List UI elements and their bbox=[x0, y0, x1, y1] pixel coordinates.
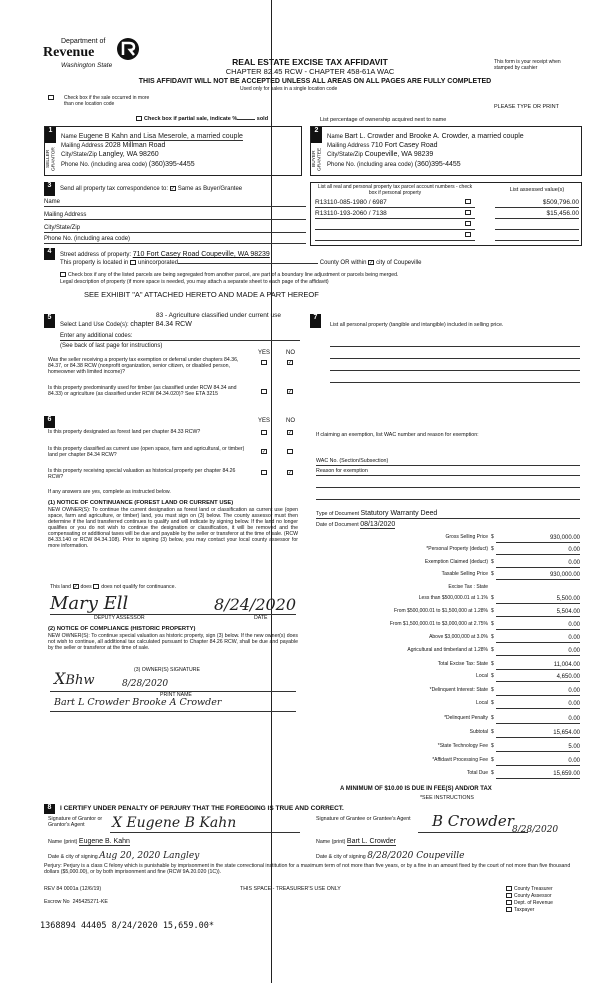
buyer-city-label: City/State/Zip bbox=[327, 152, 364, 158]
multi-location-label: Check box if the sale occurred in more than one location code bbox=[64, 95, 150, 107]
copy-distribution bbox=[506, 886, 553, 914]
historic-question: Is this property receiving special valuation as historical property per chapter 84.26 RCW? bbox=[48, 468, 236, 480]
q2-no-checkbox[interactable]: ✓ bbox=[288, 389, 293, 395]
doc-date-row: Date of Document 08/13/2020 bbox=[316, 521, 396, 528]
tax-row: *Personal Property (deduct) $ 0.00 bbox=[426, 546, 580, 553]
no-header: NO bbox=[286, 350, 295, 356]
seller-phone-label: Phone No. (including area code) bbox=[61, 162, 148, 168]
buyer-side-label: BUYER GRANTEE bbox=[312, 147, 323, 171]
percentage-note: List percentage of ownership acquired next to name bbox=[320, 117, 447, 123]
section-tag-8: 8 bbox=[44, 804, 55, 814]
grantor-signature-line bbox=[110, 832, 300, 833]
tax-value[interactable]: 5,500.00 bbox=[496, 596, 580, 604]
treasurer-note: THIS SPACE - TREASURER'S USE ONLY bbox=[240, 886, 341, 892]
notice1-body: NEW OWNER(S): To continue the current designation as forest land or classification as current use (open space, farm and agriculture, or timber) land, you must sign on (3) below. The county assessor must then determine if the land transferred continues to qualify and will indicate by signing below. If the land no longer qualifies or you do not wish to continue the designation or classification, it will be removed and the compensating or additional taxes will be due and payable by the seller or transferor at the time of sale. (RCW 84.33.140 or RCW 84.34.108). Prior to signing (3) below, you may contact your local county assessor for more information. bbox=[48, 507, 298, 549]
tax-value[interactable]: 0.00 bbox=[496, 547, 580, 555]
property-section bbox=[44, 248, 584, 300]
reason-field[interactable] bbox=[316, 480, 580, 488]
buyer-name[interactable]: Bart L. Crowder and Brooke A. Crowder, a married couple bbox=[344, 133, 524, 140]
tax-value[interactable]: 0.00 bbox=[496, 701, 580, 709]
tax-value[interactable]: 0.00 bbox=[496, 560, 580, 568]
notice1-title: (1) NOTICE OF CONTINUANCE (FOREST LAND OR CURRENT USE) bbox=[48, 500, 234, 506]
section-tag-2: 2 bbox=[311, 127, 322, 143]
notice2-title: (2) NOTICE OF COMPLIANCE (HISTORIC PROPERTY) bbox=[48, 626, 196, 632]
parcel-value-empty[interactable] bbox=[495, 232, 579, 241]
parcel-header: List all real and personal property tax parcel account numbers - check box if personal property bbox=[317, 184, 473, 196]
sold-label: sold bbox=[256, 116, 269, 122]
parcel-row-empty[interactable] bbox=[315, 232, 475, 241]
copy-item: County Treasurer bbox=[506, 886, 553, 893]
legal-label: Legal description of property (if more space is needed, you may attach a separate sheet to each page of the affidavit) bbox=[60, 279, 329, 285]
street-label: Street address of property: bbox=[60, 252, 132, 258]
owner-print-name[interactable]: Bart L Crowder Brooke A Crowder bbox=[54, 697, 222, 708]
tax-row: Agricultural and timberland at 1.28% $ 0.00 bbox=[407, 647, 580, 654]
historic-yes-checkbox[interactable] bbox=[261, 470, 269, 477]
tax-row: Local $ 0.00 bbox=[476, 700, 580, 707]
owner-signature[interactable]: XBhw bbox=[54, 669, 95, 688]
exhibit-text: SEE EXHIBIT "A" ATTACHED HERETO AND MADE A PART HEREOF bbox=[84, 290, 319, 299]
tax-row: From $500,000.01 to $1,500,000 at 1.28% $ 5,504.00 bbox=[394, 608, 580, 615]
multi-location-checkbox[interactable] bbox=[48, 95, 56, 102]
partial-sale-label: Check box if partial sale, indicate % bbox=[144, 116, 238, 122]
grantee-date-row: Date & city of signing 8/28/2020 Coupeville bbox=[316, 851, 465, 861]
yes-header: YES bbox=[258, 350, 271, 356]
seller-name-label: Name bbox=[61, 134, 78, 140]
forest-no-checkbox[interactable]: ✓ bbox=[288, 430, 293, 436]
copy-item: Dept. of Revenue bbox=[506, 900, 553, 907]
assessed-header: List assessed value(s) bbox=[509, 187, 565, 193]
tax-row: *Delinquent Interest: State $ 0.00 bbox=[429, 687, 580, 694]
grantee-date[interactable]: 8/28/2020 Coupeville bbox=[367, 851, 465, 861]
copy-item: County Assessor bbox=[506, 893, 553, 900]
same-as-checkbox[interactable]: ✓ bbox=[170, 186, 175, 192]
seller-side-label: SELLER GRANTOR bbox=[46, 147, 57, 171]
additional-codes[interactable]: Enter any additional codes: bbox=[60, 333, 300, 341]
tax-row: Total Excise Tax: State $ 11,004.00 bbox=[437, 661, 580, 668]
correspondence-section bbox=[44, 182, 306, 246]
print-name-label: PRINT NAME bbox=[160, 692, 192, 698]
buyer-phone-row bbox=[327, 161, 581, 169]
exemption-label: If claiming an exemption, list WAC number and reason for exemption: bbox=[316, 432, 479, 438]
tax-value[interactable]: 0.00 bbox=[496, 635, 580, 643]
grantee-name[interactable]: Bart L. Crowder bbox=[346, 838, 396, 845]
street-row bbox=[60, 251, 270, 259]
wac-field[interactable]: WAC No. (Section/Subsection) bbox=[316, 458, 580, 466]
perjury-note: Perjury: Perjury is a class C felony which is punishable by imprisonment in the state correctional institution for a maximum term of not more than five years, or by a fine in an amount fixed by the court of not more than five thousand dollars ($5,000.00), or by both imprisonment and fine (RCW 9A.20.020 (1C)). bbox=[44, 863, 571, 875]
tax-value[interactable]: 15,659.00 bbox=[496, 771, 580, 779]
dor-logo bbox=[43, 36, 143, 74]
tax-row: From $1,500,000.01 to $3,000,000 at 2.75% $ 0.00 bbox=[389, 621, 580, 628]
buyer-phone-label: Phone No. (including area code) bbox=[327, 162, 414, 168]
tax-value[interactable]: 0.00 bbox=[496, 648, 580, 656]
buyer-phone[interactable]: (360)395-4455 bbox=[414, 161, 461, 168]
section-tag-5: 5 bbox=[44, 314, 55, 328]
owner-print-line bbox=[50, 711, 296, 712]
land-use-code[interactable]: chapter 84.34 RCW bbox=[130, 321, 192, 328]
forest-yes-checkbox[interactable] bbox=[261, 430, 269, 437]
seller-address-row bbox=[61, 142, 299, 150]
current-use-section bbox=[44, 416, 306, 828]
tax-value[interactable]: 5.00 bbox=[496, 744, 580, 752]
send-correspondence-label: Send all property tax correspondence to: ✓ Same as Buyer/Grantee bbox=[60, 186, 243, 193]
see-instructions-note: *SEE INSTRUCTIONS bbox=[420, 795, 474, 801]
doc-type-row: Type of Document Statutory Warranty Deed bbox=[316, 510, 580, 519]
timber-question: Is this property predominantly used for timber (as classified under RCW 84.34 and 84.33) or agriculture (as classified under RCW 84.34.020)? See ETA 3215 bbox=[48, 385, 237, 397]
tax-value[interactable]: 5,504.00 bbox=[496, 609, 580, 617]
grantor-name[interactable]: Eugene B. Kahn bbox=[78, 838, 130, 845]
buyer-address[interactable]: 710 Fort Casey Road bbox=[371, 142, 438, 149]
tax-value[interactable]: 930,000.00 bbox=[496, 535, 580, 543]
receipt-note: This form is your receipt when stamped by cashier bbox=[494, 59, 561, 71]
q1-yes-checkbox[interactable] bbox=[261, 360, 269, 367]
tax-row: Subtotal $ 15,654.00 bbox=[469, 729, 580, 736]
seller-phone[interactable]: (360)395-4455 bbox=[148, 161, 195, 168]
parcel-row-empty[interactable] bbox=[315, 221, 475, 230]
segregated-checkbox[interactable] bbox=[60, 272, 66, 277]
street-address[interactable]: 710 Fort Casey Road Coupeville, WA 98239 bbox=[132, 251, 270, 258]
personal-property-field[interactable] bbox=[330, 339, 580, 347]
see-back-note: (See back of last page for instructions) bbox=[60, 343, 163, 349]
buyer-city[interactable]: Coupeville, WA 98239 bbox=[364, 151, 434, 158]
agency-line3: Washington State bbox=[61, 62, 113, 69]
form-subtitle: CHAPTER 82.45 RCW - CHAPTER 458-61A WAC bbox=[225, 67, 395, 76]
seller-address[interactable]: 2028 Millman Road bbox=[105, 142, 166, 149]
parcel-value[interactable]: $15,456.00 bbox=[495, 210, 579, 219]
personal-property-field[interactable] bbox=[330, 351, 580, 359]
agency-line2: Revenue bbox=[43, 45, 95, 60]
treasurer-stamp: 1368894 44405 8/24/2020 15,659.00* bbox=[40, 921, 214, 931]
land-use-section bbox=[44, 312, 306, 414]
seller-section bbox=[44, 126, 302, 176]
owner-signature-label: (3) OWNER(S) SIGNATURE bbox=[134, 667, 200, 673]
buyer-address-row bbox=[327, 142, 581, 150]
certify-statement: I CERTIFY UNDER PENALTY OF PERJURY THAT THE FOREGOING IS TRUE AND CORRECT. bbox=[60, 805, 344, 812]
section-tag-4: 4 bbox=[44, 248, 55, 260]
grantee-signature-label: Signature of Grantee or Grantee's Agent bbox=[316, 816, 411, 822]
parcel-row[interactable]: R13110-085-1980 / 6987 bbox=[315, 199, 475, 208]
tax-value[interactable]: 0.00 bbox=[496, 758, 580, 766]
grantor-name-row: Name (print) Eugene B. Kahn bbox=[48, 838, 130, 845]
tax-value[interactable]: 930,000.00 bbox=[496, 572, 580, 580]
tax-row: Excise Tax : State bbox=[448, 584, 488, 590]
does-not-checkbox[interactable] bbox=[93, 584, 99, 589]
segregated-row: Check box if any of the listed parcels are being segregated from another parcel, are part of a boundary line adjustment or parcels being merged. bbox=[60, 272, 580, 279]
dor-emblem-icon bbox=[115, 36, 141, 62]
unincorporated-checkbox[interactable] bbox=[130, 260, 136, 265]
escrow-number: 245425271-KE bbox=[72, 899, 108, 905]
single-location-note: Used only for sales in a single location code bbox=[240, 86, 338, 92]
located-row: This property is located in unincorporated County OR within ✓ city of Coupeville bbox=[60, 260, 422, 267]
form-warning: THIS AFFIDAVIT WILL NOT BE ACCEPTED UNLESS ALL AREAS ON ALL PAGES ARE FULLY COMPLETED bbox=[138, 78, 492, 85]
tax-row: *Affidavit Processing Fee $ 0.00 bbox=[432, 757, 580, 764]
current-use-question: Is this property classified as current use (open space, farm and agricultural, or timber) land per chapter 84.34 RCW? bbox=[48, 446, 245, 458]
print-note: PLEASE TYPE OR PRINT bbox=[494, 104, 560, 110]
deputy-label: DEPUTY ASSESSOR bbox=[94, 615, 145, 621]
seller-city-label: City/State/Zip bbox=[61, 152, 98, 158]
tax-value[interactable]: 0.00 bbox=[496, 622, 580, 630]
section-tag-6: 6 bbox=[44, 416, 55, 428]
if-yes-note: If any answers are yes, complete as instructed below. bbox=[48, 489, 171, 495]
current-use-yes-checkbox[interactable]: ✓ bbox=[262, 449, 267, 455]
does-checkbox[interactable]: ✓ bbox=[73, 584, 78, 590]
correspondence-phone-field[interactable]: Phone No. (including area code) bbox=[44, 236, 306, 244]
forest-question: Is this property designated as forest land per chapter 84.33 RCW? bbox=[48, 429, 201, 435]
rev-number: REV 84 0001a (12/6/19) bbox=[44, 886, 102, 892]
reason-field[interactable] bbox=[316, 492, 580, 500]
section-tag-3: 3 bbox=[44, 182, 55, 196]
q1-no-checkbox[interactable]: ✓ bbox=[288, 360, 293, 366]
grantor-date[interactable]: Aug 20, 2020 Langley bbox=[99, 851, 200, 861]
tax-row: *State Technology Fee $ 5.00 bbox=[437, 743, 580, 750]
doc-date[interactable]: 08/13/2020 bbox=[360, 521, 396, 528]
qualify-row: This land ✓ does does not qualify for continuance. bbox=[50, 583, 176, 590]
exemption-question: Was the seller receiving a property tax exemption or deferral under chapters 84.36, 84.37, or 84.38 RCW (nonprofit organization, senior citizen, or disabled person, homeowner with limited income)? bbox=[48, 357, 239, 375]
grantor-date-row: Date & city of signing Aug 20, 2020 Langley bbox=[48, 851, 200, 861]
buyer-name-label: Name bbox=[327, 134, 344, 140]
buyer-name-row bbox=[327, 133, 581, 141]
personal-property-field[interactable] bbox=[330, 375, 580, 383]
parcel-value-empty[interactable] bbox=[495, 221, 579, 230]
tax-row: Exemption Claimed (deduct) $ 0.00 bbox=[424, 559, 580, 566]
date-label: DATE bbox=[254, 615, 268, 621]
tax-row: *Delinquent Penalty $ 0.00 bbox=[444, 715, 580, 722]
seller-city[interactable]: Langley, WA 98260 bbox=[98, 151, 159, 158]
tax-row: Gross Selling Price $ 930,000.00 bbox=[445, 534, 580, 541]
owner-signature-date[interactable]: 8/28/2020 bbox=[122, 679, 169, 689]
grantee-signature[interactable]: B Crowder bbox=[432, 812, 514, 830]
parcel-table bbox=[310, 182, 582, 246]
tax-row: Less than $500,000.01 at 1.1% $ 5,500.00 bbox=[418, 595, 580, 602]
tax-value[interactable]: 11,004.00 bbox=[496, 662, 580, 670]
personal-property-field[interactable] bbox=[330, 363, 580, 371]
yes-header: YES bbox=[258, 418, 271, 424]
tax-value[interactable]: 4,650.00 bbox=[496, 674, 580, 682]
land-use-value[interactable]: 83 - Agriculture classified under current use bbox=[156, 312, 282, 319]
form-title: REAL ESTATE EXCISE TAX AFFIDAVIT bbox=[232, 57, 388, 67]
buyer-address-label: Mailing Address bbox=[327, 143, 370, 149]
seller-phone-row bbox=[61, 161, 299, 169]
section-tag-7: 7 bbox=[310, 314, 321, 328]
grantee-name-row: Name (print) Bart L. Crowder bbox=[316, 838, 396, 845]
personal-property-section bbox=[310, 312, 586, 422]
buyer-section bbox=[310, 126, 582, 176]
city-checkbox[interactable]: ✓ bbox=[369, 260, 374, 266]
tax-value[interactable]: 0.00 bbox=[496, 688, 580, 696]
parcel-value[interactable]: $509,796.00 bbox=[495, 199, 579, 208]
buyer-city-row bbox=[327, 151, 581, 159]
land-use-row: Select Land Use Code(s): chapter 84.34 RCW bbox=[60, 321, 192, 328]
tax-row: Total Due $ 15,659.00 bbox=[466, 770, 580, 777]
escrow-row: Escrow No 245425271-KE bbox=[44, 899, 108, 905]
tax-value[interactable]: 15,654.00 bbox=[496, 730, 580, 738]
grantee-side-date[interactable]: 8/28/2020 bbox=[512, 825, 559, 835]
grantee-signature-line bbox=[418, 832, 528, 833]
seller-name-row bbox=[61, 133, 299, 141]
seller-address-label: Mailing Address bbox=[61, 143, 104, 149]
copy-item: Taxpayer bbox=[506, 907, 553, 914]
current-use-no-checkbox[interactable] bbox=[287, 449, 295, 456]
tax-row: Taxable Selling Price $ 930,000.00 bbox=[441, 571, 580, 578]
parcel-row[interactable]: R13110-193-2060 / 7138 bbox=[315, 210, 475, 219]
agency-line1: Department of bbox=[61, 38, 106, 45]
minimum-note: A MINIMUM OF $10.00 IS DUE IN FEE(S) AND/OR TAX bbox=[340, 786, 492, 792]
grantor-signature-label: Signature of Grantor or Grantor's Agent bbox=[48, 816, 103, 829]
same-as-label: Same as Buyer/Grantee bbox=[177, 186, 243, 193]
historic-no-checkbox[interactable]: ✓ bbox=[288, 470, 293, 476]
correspondence-name-field[interactable]: Name bbox=[44, 199, 306, 207]
no-header: NO bbox=[286, 418, 295, 424]
notice2-body: NEW OWNER(S): To continue special valuation as historic property, sign (3) below. If the new owner(s) does not wish to continue, all additional tax calculated pursuant to Chapter 84.26 RCW, shall be due and payable by the seller or transferor at the time of sale. bbox=[48, 633, 298, 651]
tax-value[interactable]: 0.00 bbox=[496, 716, 580, 724]
personal-property-label: List all personal property (tangible and intangible) included in selling price. bbox=[330, 322, 504, 328]
assessor-date[interactable]: 8/24/2020 bbox=[214, 595, 297, 614]
seller-city-row bbox=[61, 151, 299, 159]
correspondence-address-field[interactable]: Mailing Address bbox=[44, 212, 306, 220]
assessor-signature[interactable]: Mary Ell bbox=[50, 593, 129, 614]
correspondence-city-field[interactable]: City/State/Zip bbox=[44, 225, 306, 233]
reason-field[interactable]: Reason for exemption bbox=[316, 468, 580, 476]
tax-row: Local $ 4,650.00 bbox=[476, 673, 580, 680]
seller-name[interactable]: Eugene B Kahn and Lisa Meserole, a married couple bbox=[78, 133, 243, 140]
q2-yes-checkbox[interactable] bbox=[261, 389, 269, 396]
grantor-signature[interactable]: X Eugene B Kahn bbox=[112, 815, 237, 831]
section-tag-1: 1 bbox=[45, 127, 56, 143]
partial-sale-checkbox[interactable] bbox=[136, 116, 268, 122]
doc-type[interactable]: Statutory Warranty Deed bbox=[360, 510, 438, 517]
tax-row: Above $3,000,000 at 3.0% $ 0.00 bbox=[429, 634, 580, 641]
